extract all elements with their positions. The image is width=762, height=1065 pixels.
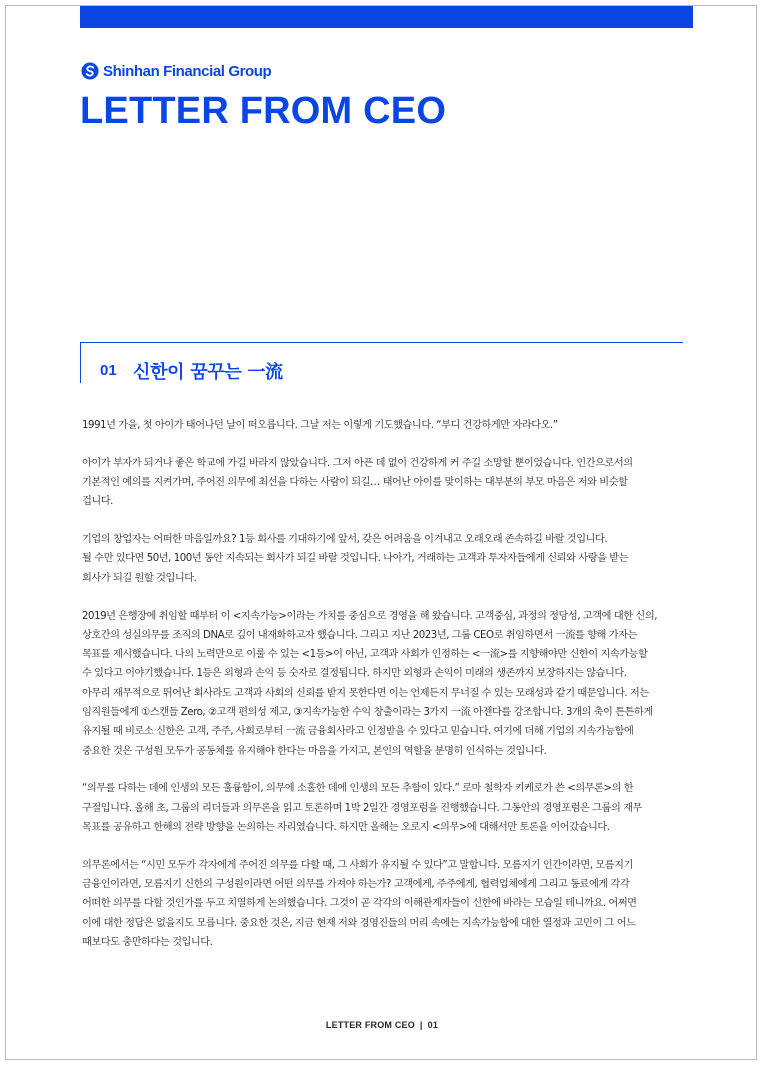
paragraph-line: 금융인이라면, 모름지기 신한의 구성원이라면 어떤 의무를 가져야 하는가? 고객에게, 주주에게, 협력업체에게 그리고 동료에게 각각: [82, 879, 630, 891]
paragraph-line: 아무리 재무적으로 뛰어난 회사라도 고객과 사회의 신뢰를 받지 못한다면 이는 언제든지 무너질 수 있는 모래성과 같기 때문입니다. 저는: [82, 687, 649, 699]
paragraph-line: 기업의 창업자는 어떠한 마음일까요? 1등 회사를 기대하기에 앞서, 갖은 어려움을 이겨내고 오래오래 존속하길 바랄 것입니다.: [82, 534, 608, 546]
section-number: 01: [100, 362, 117, 379]
paragraph-line: “의무를 다하는 데에 인생의 모든 훌륭함이, 의무에 소홀한 데에 인생의 모든 추함이 있다.” 로마 철학자 키케로가 쓴 <의무론>의 한: [82, 783, 634, 795]
paragraph-line: 기본적인 예의를 지켜가며, 주어진 의무에 최선을 다하는 사람이 되길… 태어난 아이를 맞이하는 대부분의 부모 마음은 저와 비슷할: [82, 477, 628, 489]
paragraph-line: 때보다도 충만하다는 것입니다.: [82, 937, 213, 949]
paragraph-line: 될 수만 있다면 50년, 100년 동안 지속되는 회사가 되길 바랄 것입니다. 나아가, 거래하는 고객과 투자자들에게 신뢰와 사랑을 받는: [82, 553, 629, 565]
section-title: 신한이 꿈꾸는 一流: [133, 362, 283, 383]
paragraph-line: 임직원들에게 ①스캔들 Zero, ②고객 편의성 제고, ③지속가능한 수익 창출이라는 3가지 一流 아젠다를 강조합니다. 3개의 축이 튼튼하게: [82, 707, 653, 719]
letter-paragraph: [82, 856, 690, 952]
letter-body: [82, 416, 690, 971]
paragraph-line: 목표를 공유하고 한해의 전략 방향을 논의하는 자리였습니다. 하지만 올해는 오로지 <의무>에 대해서만 토론을 이어갔습니다.: [82, 822, 610, 834]
paragraph-line: 이에 대한 정답은 없을지도 모릅니다. 중요한 것은, 지금 현재 저와 경영진들의 머리 속에는 지속가능함에 대한 열정과 고민이 그 어느: [82, 917, 636, 929]
paragraph-line: 구절입니다. 올해 초, 그룹의 리더들과 의무론을 읽고 토론하며 1박 2일간 경영포럼을 진행했습니다. 그동안의 경영포럼은 그룹의 재무: [82, 802, 642, 814]
letter-paragraph: [82, 779, 690, 837]
footer-label: LETTER FROM CEO: [325, 1020, 415, 1030]
paragraph-line: 유지될 때 비로소 신한은 고객, 주주, 사회로부터 一流 금융회사라고 인정받을 수 있다고 믿습니다. 여기에 더해 기업의 지속가능함에: [82, 726, 634, 738]
letter-paragraph: [82, 607, 690, 761]
letter-paragraph: [82, 530, 690, 588]
letter-paragraph: [82, 454, 690, 512]
section-header-rule: [80, 343, 81, 383]
paragraph-line: 상호간의 성실의무를 조직의 DNA로 깊이 내재화하고자 했습니다. 그리고 지난 2023년, 그룹 CEO로 취임하면서 一流를 향해 가자는: [82, 629, 637, 641]
letter-paragraph: [82, 416, 690, 435]
top-accent-bar: [80, 6, 693, 28]
page-footer: [6, 1020, 758, 1030]
footer-separator: |: [419, 1020, 423, 1030]
paragraph-line: 어떠한 의무를 다할 것인가를 두고 치열하게 논의했습니다. 그것이 곧 각각의 이해관계자들이 신한에 바라는 모습일 테니까요. 어쩌면: [82, 898, 637, 910]
page-number: 01: [427, 1020, 439, 1030]
paragraph-line: 겁니다.: [82, 496, 113, 508]
shinhan-logo-icon: [81, 62, 99, 80]
paragraph-line: 의무론에서는 “시민 모두가 각자에게 주어진 의무를 다할 때, 그 사회가 유지될 수 있다”고 말합니다. 모름지기 인간이라면, 모름지기: [82, 859, 633, 871]
brand-logo: [81, 61, 271, 81]
paragraph-line: 아이가 부자가 되거나 좋은 학교에 가길 바라지 않았습니다. 그저 아픈 데 없이 건강하게 커 주길 소망할 뿐이었습니다. 인간으로서의: [82, 457, 633, 469]
page-title: LETTER FROM CEO: [80, 90, 447, 132]
paragraph-line: 1991년 가을, 첫 아이가 태어나던 날이 떠오릅니다. 그날 저는 이렇게 기도했습니다. “부디 건강하게만 자라다오.”: [82, 420, 558, 431]
paragraph-line: 수 있다고 이야기했습니다. 1등은 외형과 손익 등 숫자로 결정됩니다. 하지만 외형과 손익이 미래의 생존까지 보장하지는 않습니다.: [82, 668, 627, 680]
paragraph-line: 회사가 되길 원할 것입니다.: [82, 572, 197, 584]
paragraph-line: 중요한 것은 구성원 모두가 공동체를 유지해야 한다는 마음을 가지고, 본인의 역할을 분명히 인식하는 것입니다.: [82, 745, 547, 757]
paragraph-line: 목표를 제시했습니다. 나의 노력만으로 이룰 수 있는 <1등>이 아닌, 고객과 사회가 인정하는 <一流>를 지향해야만 신한이 지속가능할: [82, 649, 648, 661]
paragraph-line: 2019년 은행장에 취임할 때부터 이 <지속가능>이라는 가치를 중심으로 경영을 해 왔습니다. 고객중심, 과정의 정당성, 고객에 대한 신의,: [82, 610, 658, 622]
section-header: [80, 342, 683, 382]
brand-name: Shinhan Financial Group: [103, 62, 272, 80]
document-page: [5, 5, 757, 1060]
